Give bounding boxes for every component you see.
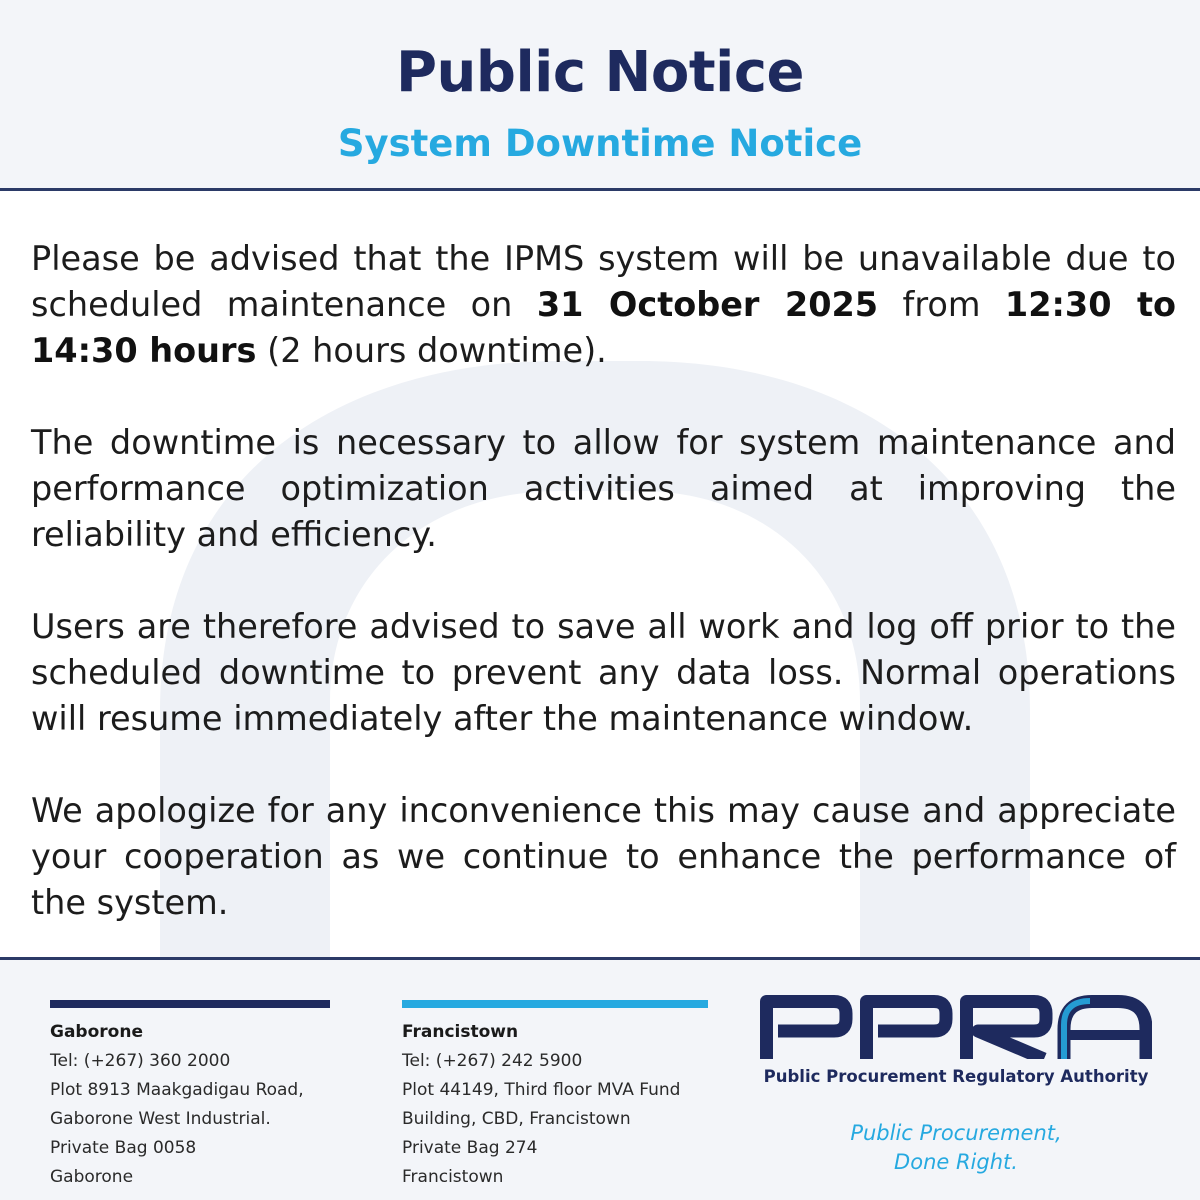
downtime-date: 31 October 2025 xyxy=(536,285,879,324)
tagline xyxy=(760,1119,1152,1177)
schedule-text-from: from xyxy=(878,285,1005,324)
office-accent-bar xyxy=(50,1000,330,1008)
office-city: Francistown xyxy=(402,1167,504,1187)
ppra-logo-wordmark xyxy=(760,995,1152,1059)
office-address-line: Building, CBD, Francistown xyxy=(402,1109,631,1129)
organization-name: Public Procurement Regulatory Authority xyxy=(763,1067,1149,1086)
page-title: Public Notice xyxy=(395,40,805,105)
office-postal: Private Bag 274 xyxy=(402,1138,538,1158)
downtime-hours: 12:30 to 14:30 hours xyxy=(31,285,1176,370)
office-address-line: Plot 8913 Maakgadigau Road, xyxy=(50,1080,304,1100)
notice-header xyxy=(0,0,1200,188)
paragraph-schedule xyxy=(31,236,1176,374)
office-postal: Private Bag 0058 xyxy=(50,1138,197,1158)
page-subtitle: System Downtime Notice xyxy=(337,122,863,165)
tagline-line-2: Done Right. xyxy=(894,1150,1018,1174)
office-gaborone xyxy=(50,1000,330,1192)
office-name: Gaborone xyxy=(50,1022,143,1042)
office-name: Francistown xyxy=(402,1022,519,1042)
office-accent-bar xyxy=(402,1000,708,1008)
footer xyxy=(0,960,1200,1200)
office-phone: Tel: (+267) 360 2000 xyxy=(50,1051,231,1071)
tagline-line-1: Public Procurement, xyxy=(850,1121,1062,1145)
notice-body xyxy=(0,191,1200,957)
schedule-text-intro: Please be advised that the IPMS system will be unavailable due to scheduled maintenance on xyxy=(31,239,1176,324)
office-phone: Tel: (+267) 242 5900 xyxy=(402,1051,583,1071)
office-address-line: Gaborone West Industrial. xyxy=(50,1109,271,1129)
schedule-text-duration: (2 hours downtime). xyxy=(256,331,607,370)
paragraph-reason: The downtime is necessary to allow for system maintenance and performance optimization activities aimed at improving the reliability and efficiency. xyxy=(31,423,1176,554)
paragraph-apology: We apologize for any inconvenience this may cause and appreciate your cooperation as we continue to enhance the performance of the system. xyxy=(31,791,1176,922)
office-city: Gaborone xyxy=(50,1167,134,1187)
office-address-line: Plot 44149, Third floor MVA Fund xyxy=(402,1080,681,1100)
office-francistown xyxy=(402,1000,708,1192)
notice-text xyxy=(31,236,1176,957)
paragraph-advice: Users are therefore advised to save all work and log off prior to the scheduled downtime to prevent any data loss. Normal operations will resume immediately after the maintenance window. xyxy=(31,607,1176,738)
